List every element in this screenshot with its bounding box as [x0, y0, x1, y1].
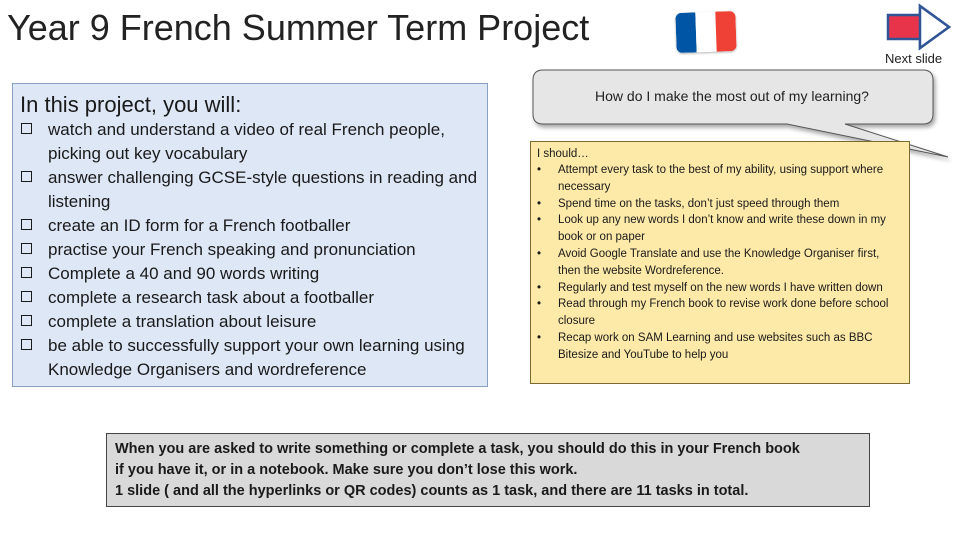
- checkbox-icon: [21, 291, 32, 302]
- list-item: [19, 286, 479, 310]
- list-item-text: watch and understand a video of real French people, picking out key vocabulary: [48, 120, 445, 163]
- list-item-text: create an ID form for a French footballer: [48, 216, 351, 235]
- list-item: [535, 296, 903, 330]
- instructions-notice: [106, 433, 870, 507]
- tips-intro: I should…: [537, 148, 589, 160]
- list-item-text: Attempt every task to the best of my ability, using support where necessary: [558, 164, 884, 193]
- bullet-icon: •: [537, 281, 542, 294]
- notice-line: if you have it, or in a notebook. Make sure you don’t lose this work.: [115, 462, 578, 478]
- checkbox-icon: [21, 267, 32, 278]
- bullet-icon: •: [537, 197, 542, 210]
- bullet-icon: •: [537, 298, 542, 311]
- list-item-text: Avoid Google Translate and use the Knowledge Organiser first, then the website Wordreference.: [558, 247, 880, 277]
- checkbox-icon: [21, 339, 32, 350]
- list-item: [535, 280, 903, 297]
- bullet-icon: •: [537, 164, 542, 176]
- list-item: [19, 214, 479, 238]
- next-slide-label: Next slide: [885, 51, 943, 66]
- list-item-text: Read through my French book to revise work done before school closure: [558, 298, 889, 328]
- project-heading: In this project, you will:: [20, 92, 242, 117]
- list-item: [19, 310, 479, 334]
- list-item-text: be able to successfully support your own learning using Knowledge Organisers and wordreference: [48, 336, 465, 379]
- list-item-text: complete a translation about leisure: [48, 312, 317, 331]
- list-item: [19, 238, 479, 262]
- list-item: [19, 262, 479, 286]
- list-item-text: Recap work on SAM Learning and use websites such as BBC Bitesize and YouTube to help you: [558, 331, 873, 361]
- list-item-text: Regularly and test myself on the new words I have written down: [558, 281, 883, 294]
- list-item: [19, 334, 479, 382]
- list-item-text: Look up any new words I don’t know and write these down in my book or on paper: [558, 214, 886, 244]
- notice-line: 1 slide ( and all the hyperlinks or QR codes) counts as 1 task, and there are 11 tasks in total.: [115, 483, 749, 499]
- checkbox-icon: [21, 219, 32, 230]
- list-item-text: Complete a 40 and 90 words writing: [48, 264, 320, 283]
- learning-tips-box: [530, 141, 910, 384]
- list-item: [535, 212, 903, 246]
- list-item: [535, 196, 903, 213]
- bullet-icon: •: [537, 214, 542, 227]
- list-item-text: practise your French speaking and pronunciation: [48, 240, 416, 259]
- bullet-icon: •: [537, 247, 542, 260]
- list-item-text: answer challenging GCSE-style questions in reading and listening: [48, 168, 478, 211]
- tips-list: [535, 162, 903, 364]
- notice-text: [115, 439, 863, 502]
- list-item: [535, 330, 903, 364]
- checkbox-icon: [21, 243, 32, 254]
- slide-title: Year 9 French Summer Term Project: [7, 7, 590, 48]
- notice-line: When you are asked to write something or complete a task, you should do this in your French book: [115, 441, 800, 457]
- list-item-text: Spend time on the tasks, don’t just speed through them: [558, 197, 840, 210]
- bullet-icon: •: [537, 331, 542, 344]
- bubble-question: How do I make the most out of my learning?: [595, 88, 869, 104]
- checkbox-icon: [21, 315, 32, 326]
- list-item-text: complete a research task about a footballer: [48, 288, 375, 307]
- list-item: [535, 162, 903, 196]
- list-item: [535, 246, 903, 280]
